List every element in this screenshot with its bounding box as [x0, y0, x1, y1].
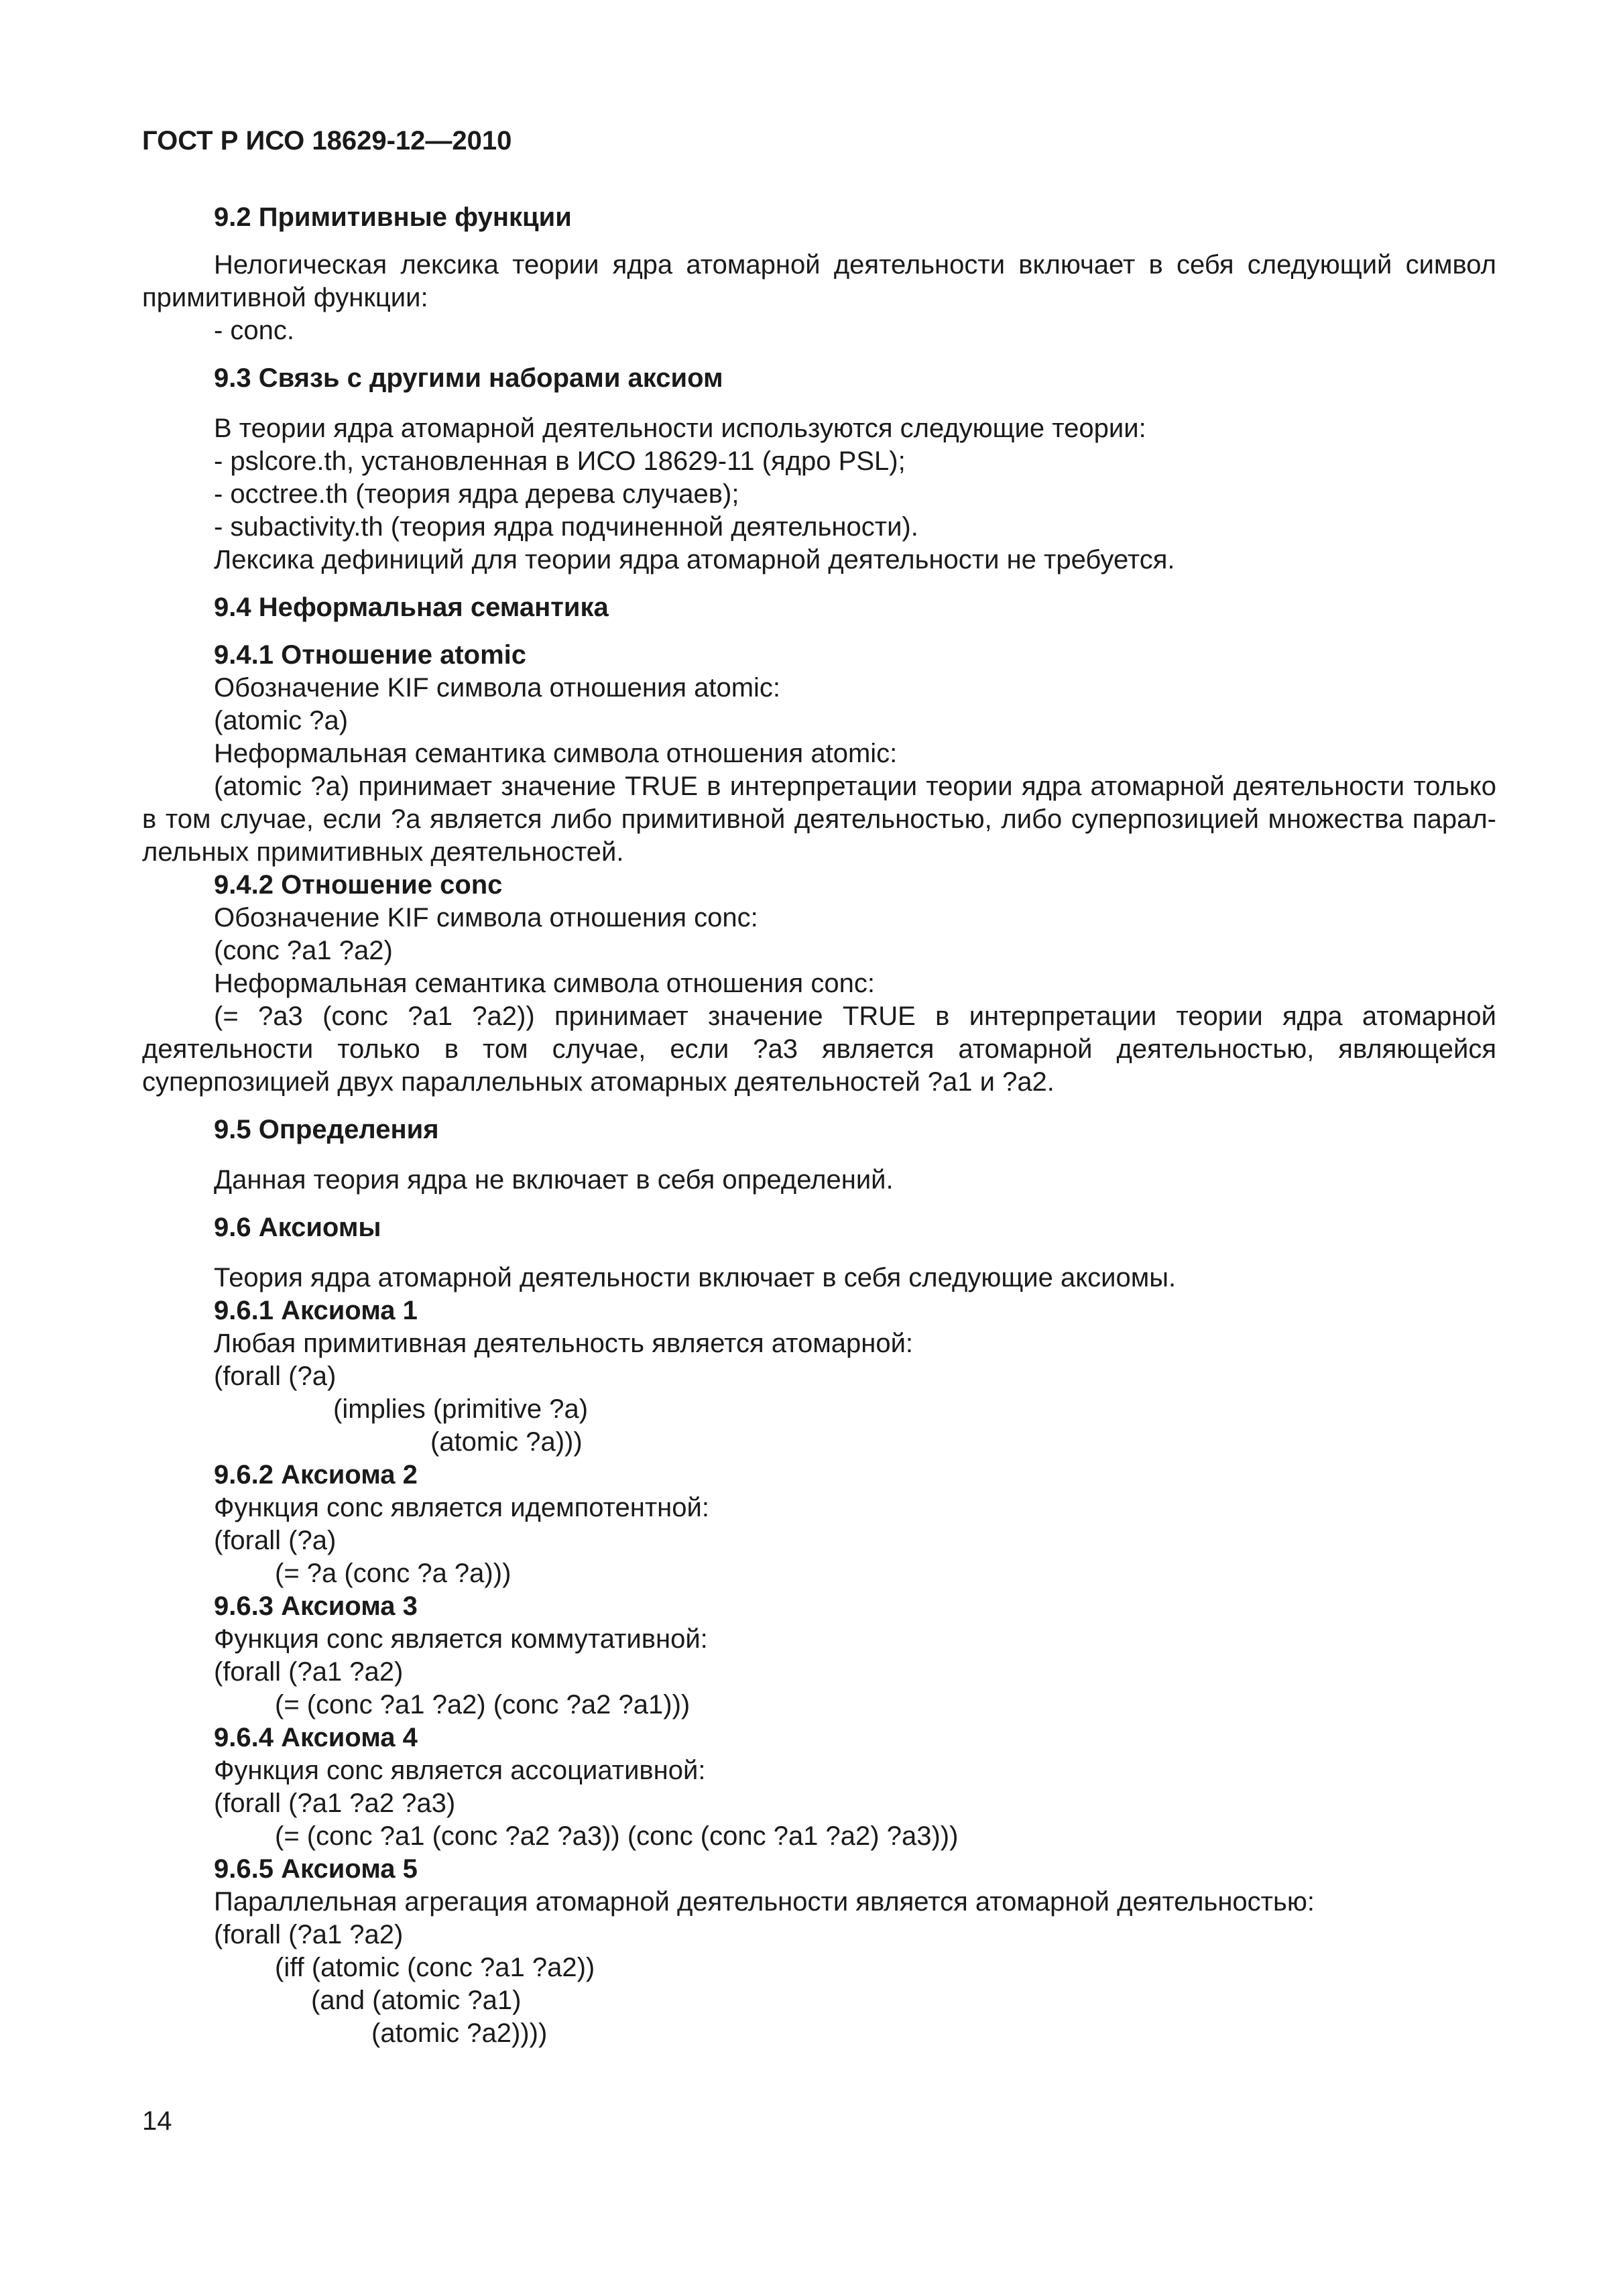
kif-label: Обозначение KIF символа отношения atomic:	[214, 673, 781, 703]
axiom-1-title: 9.6.1 Аксиома 1	[214, 1296, 418, 1325]
semantics-paragraph: (atomic ?a) принимает значение TRUE в интерпретации теории ядра атомарной деятельности только в том случае, если ?a является либо примитивной деятельностью, либо суперпозицией множества параллельных примитивных деятельностей.	[142, 772, 1496, 867]
axiom-code-line: (iff (atomic (conc ?a1 ?a2))	[275, 1953, 595, 1982]
axiom-code-line: (atomic ?a2))))	[371, 2018, 548, 2048]
axiom-code-line: (atomic ?a)))	[430, 1427, 583, 1457]
running-head: ГОСТ Р ИСО 18629-12—2010	[142, 126, 512, 156]
section-9-6-title: 9.6 Аксиомы	[214, 1213, 381, 1242]
section-9-3-title: 9.3 Связь с другими наборами аксиом	[214, 363, 723, 393]
section-9-3-note: Лексика дефиниций для теории ядра атомарной деятельности не требуется.	[214, 545, 1175, 575]
kif-notation: (conc ?a1 ?a2)	[214, 936, 393, 965]
axiom-4-description: Функция conc является ассоциативной:	[214, 1756, 706, 1785]
axiom-code-line: (forall (?a)	[214, 1362, 337, 1391]
section-9-3-item: - subactivity.th (теория ядра подчиненной деятельности).	[214, 512, 918, 542]
section-9-4-2-title: 9.4.2 Отношение conc	[214, 870, 503, 900]
semantics-label: Неформальная семантика символа отношения conc:	[214, 969, 875, 998]
section-9-5-title: 9.5 Определения	[214, 1115, 439, 1144]
section-9-3-intro: В теории ядра атомарной деятельности используются следующие теории:	[214, 414, 1146, 443]
axiom-code-line: (forall (?a1 ?a2 ?a3)	[214, 1789, 456, 1818]
section-9-6-intro: Теория ядра атомарной деятельности включает в себя следующие аксиомы.	[214, 1263, 1177, 1292]
axiom-3-title: 9.6.3 Аксиома 3	[214, 1591, 418, 1621]
kif-label: Обозначение KIF символа отношения conc:	[214, 903, 758, 932]
axiom-code-line: (= (conc ?a1 (conc ?a2 ?a3)) (conc (conc ?a1 ?a2) ?a3)))	[275, 1821, 959, 1851]
page-content	[142, 201, 1496, 2050]
axiom-2-description: Функция conc является идемпотентной:	[214, 1493, 709, 1522]
axiom-5-description: Параллельная агрегация атомарной деятельности является атомарной деятельностью:	[214, 1887, 1315, 1917]
section-9-5-paragraph: Данная теория ядра не включает в себя определений.	[214, 1165, 894, 1195]
axiom-3-description: Функция conc является коммутативной:	[214, 1624, 708, 1654]
axiom-code-line: (= ?a (conc ?a ?a)))	[275, 1559, 512, 1588]
axiom-code-line: (implies (primitive ?a)	[333, 1394, 589, 1424]
axiom-code-line: (forall (?a1 ?a2)	[214, 1657, 404, 1687]
axiom-1-description: Любая примитивная деятельность является атомарной:	[214, 1329, 914, 1358]
axiom-code-line: (= (conc ?a1 ?a2) (conc ?a2 ?a1)))	[275, 1690, 690, 1719]
section-9-4-title: 9.4 Неформальная семантика	[214, 593, 609, 622]
section-9-2-item: - conc.	[214, 316, 295, 345]
axiom-code-line: (and (atomic ?a1)	[311, 1986, 522, 2015]
axiom-4-title: 9.6.4 Аксиома 4	[214, 1723, 418, 1752]
semantics-paragraph: (= ?a3 (conc ?a1 ?a2)) принимает значение TRUE в интерпретации теории ядра атомарной деятельности только в том случае, если ?a3 является атомарной деятельностью, являющейся суперпозицией двух параллельных атомарных деятельностей ?a1 и ?a2.	[142, 1002, 1496, 1097]
page-number: 14	[142, 2106, 172, 2136]
section-9-3-item: - pslcore.th, установленная в ИСО 18629-11 (ядро PSL);	[214, 446, 906, 476]
axiom-5-title: 9.6.5 Аксиома 5	[214, 1854, 418, 1884]
axiom-code-line: (forall (?a1 ?a2)	[214, 1920, 404, 1949]
section-9-2-title: 9.2 Примитивные функции	[214, 202, 572, 232]
section-9-2-paragraph: Нелогическая лексика теории ядра атомарной деятельности включает в себя следующий символ примитивной функции:	[142, 250, 1496, 312]
axiom-code-line: (forall (?a)	[214, 1526, 337, 1555]
axiom-2-title: 9.6.2 Аксиома 2	[214, 1460, 418, 1490]
kif-notation: (atomic ?a)	[214, 706, 349, 735]
semantics-label: Неформальная семантика символа отношения atomic:	[214, 739, 898, 768]
section-9-4-1-title: 9.4.1 Отношение atomic	[214, 640, 526, 670]
section-9-3-item: - occtree.th (теория ядра дерева случаев);	[214, 479, 739, 509]
